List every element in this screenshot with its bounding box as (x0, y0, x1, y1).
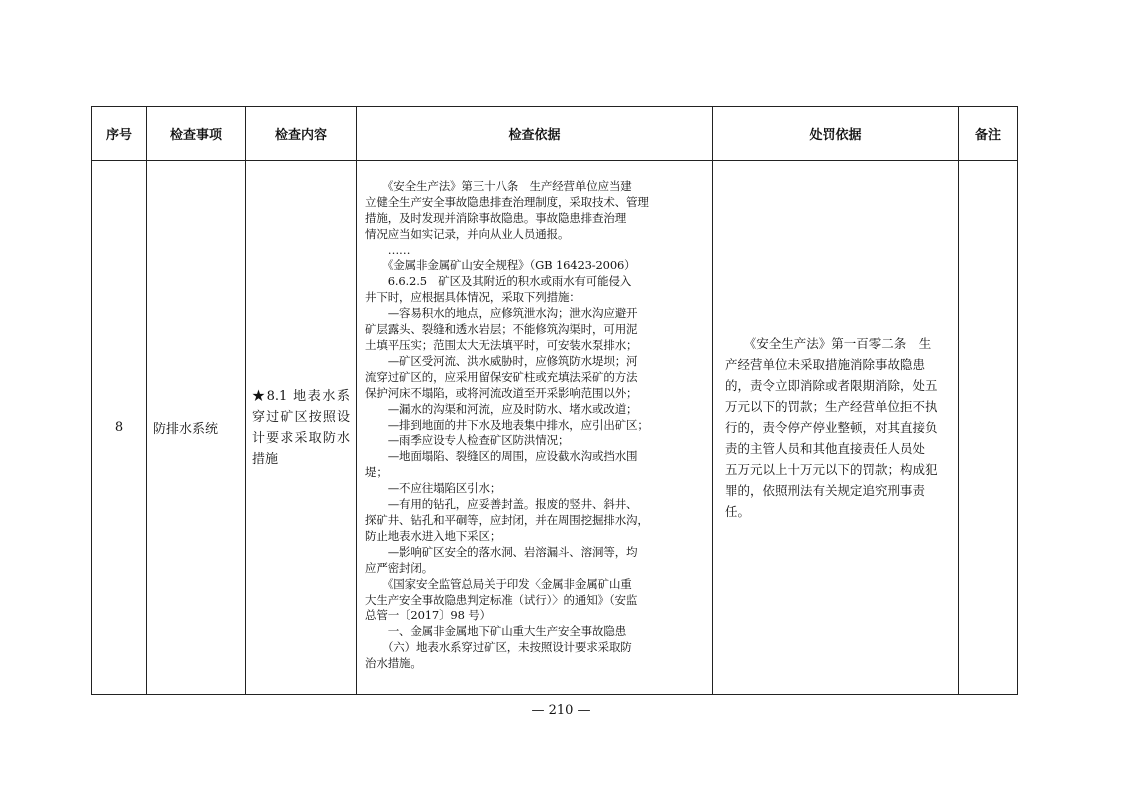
basis-line: 井下时，应根据具体情况，采取下列措施： (365, 290, 581, 305)
header-basis: 检查依据 (357, 107, 713, 161)
penalty-line: 的，责令立即消除或者限期消除，处五 (725, 378, 938, 393)
basis-line: 土填平压实；范围太大无法填平时，可安装水泵排水； (365, 338, 638, 353)
basis-line: 总管一〔2017〕98 号） (365, 608, 491, 623)
basis-line: 措施，及时发现并消除事故隐患。事故隐患排查治理 (365, 210, 627, 225)
basis-line: 《金属非金属矿山安全规程》（GB 16423-2006） (365, 258, 636, 273)
basis-line: 立健全生产安全事故隐患排查治理制度，采取技术、管理 (365, 194, 649, 209)
penalty-line: 《安全生产法》第一百零二条 生 (725, 336, 932, 351)
basis-line: 大生产安全事故隐患判定标准（试行）〉的通知》（安监 (365, 592, 638, 607)
basis-line: —不应往塌陷区引水； (365, 481, 502, 496)
penalty-line: 五万元以上十万元以下的罚款；构成犯 (725, 462, 938, 477)
basis-line: 保护河床不塌陷，或将河流改道至开采影响范围以外； (365, 385, 638, 400)
basis-line: —排到地面的井下水及地表集中排水，应引出矿区； (365, 417, 649, 432)
penalty-line: 责的主管人员和其他直接责任人员处 (725, 441, 926, 456)
header-seq: 序号 (92, 107, 147, 161)
basis-line: 堤； (365, 465, 388, 480)
inspection-table (91, 106, 1018, 695)
row-content: ★8.1 地表水系穿过矿区按照设计要求采取防水措施 (246, 161, 357, 695)
header-content: 检查内容 (246, 107, 357, 161)
basis-line: —影响矿区安全的落水洞、岩溶漏斗、溶洞等，均 (365, 544, 638, 559)
basis-line: 探矿井、钻孔和平硐等，应封闭，并在周围挖掘排水沟， (365, 512, 649, 527)
table-row (92, 161, 1018, 695)
row-basis (357, 161, 713, 695)
row-item: 防排水系统 (147, 161, 246, 695)
basis-line: 《国家安全监管总局关于印发〈金属非金属矿山重 (365, 576, 632, 591)
penalty-line: 罪的，依照刑法有关规定追究刑事责 (725, 483, 926, 498)
basis-text (365, 179, 704, 672)
basis-line: 《安全生产法》第三十八条 生产经营单位应当建 (365, 178, 632, 193)
penalty-line: 行的，责令停产停业整顿，对其直接负 (725, 420, 938, 435)
basis-line: 矿层露头、裂缝和透水岩层；不能修筑沟渠时，可用泥 (365, 322, 638, 337)
basis-line: （六）地表水系穿过矿区，未按照设计要求采取防 (365, 640, 632, 655)
basis-line: —雨季应设专人检查矿区防洪情况； (365, 433, 570, 448)
basis-line: 防止地表水进入地下采区； (365, 528, 502, 543)
header-remark: 备注 (959, 107, 1018, 161)
basis-line: 情况应当如实记录，并向从业人员通报。 (365, 226, 570, 241)
header-penalty: 处罚依据 (713, 107, 959, 161)
penalty-line: 任。 (725, 504, 751, 519)
penalty-line: 产经营单位未采取措施消除事故隐患 (725, 357, 926, 372)
basis-line: 6.6.2.5 矿区及其附近的积水或雨水有可能侵入 (365, 274, 632, 289)
page-number: — 210 — (531, 703, 591, 718)
basis-line: —地面塌陷、裂缝区的周围，应设截水沟或挡水围 (365, 449, 638, 464)
row-penalty (713, 161, 959, 695)
row-remark (959, 161, 1018, 695)
basis-line: —漏水的沟渠和河流，应及时防水、堵水或改道； (365, 401, 638, 416)
basis-line: —矿区受河流、洪水威胁时，应修筑防水堤坝；河 (365, 353, 638, 368)
basis-line: —有用的钻孔，应妥善封盖。报废的竖井、斜井、 (365, 497, 638, 512)
basis-line: 治水措施。 (365, 656, 422, 671)
header-row (92, 107, 1018, 161)
header-item: 检查事项 (147, 107, 246, 161)
basis-line: …… (365, 242, 411, 257)
basis-line: 流穿过矿区的，应采用留保安矿柱或充填法采矿的方法 (365, 369, 638, 384)
basis-line: 一、金属非金属地下矿山重大生产安全事故隐患 (365, 624, 627, 639)
penalty-text (725, 333, 946, 522)
basis-line: 应严密封闭。 (365, 560, 434, 575)
basis-line: —容易积水的地点，应修筑泄水沟；泄水沟应避开 (365, 306, 638, 321)
row-seq: 8 (92, 161, 147, 695)
penalty-line: 万元以下的罚款；生产经营单位拒不执 (725, 399, 938, 414)
